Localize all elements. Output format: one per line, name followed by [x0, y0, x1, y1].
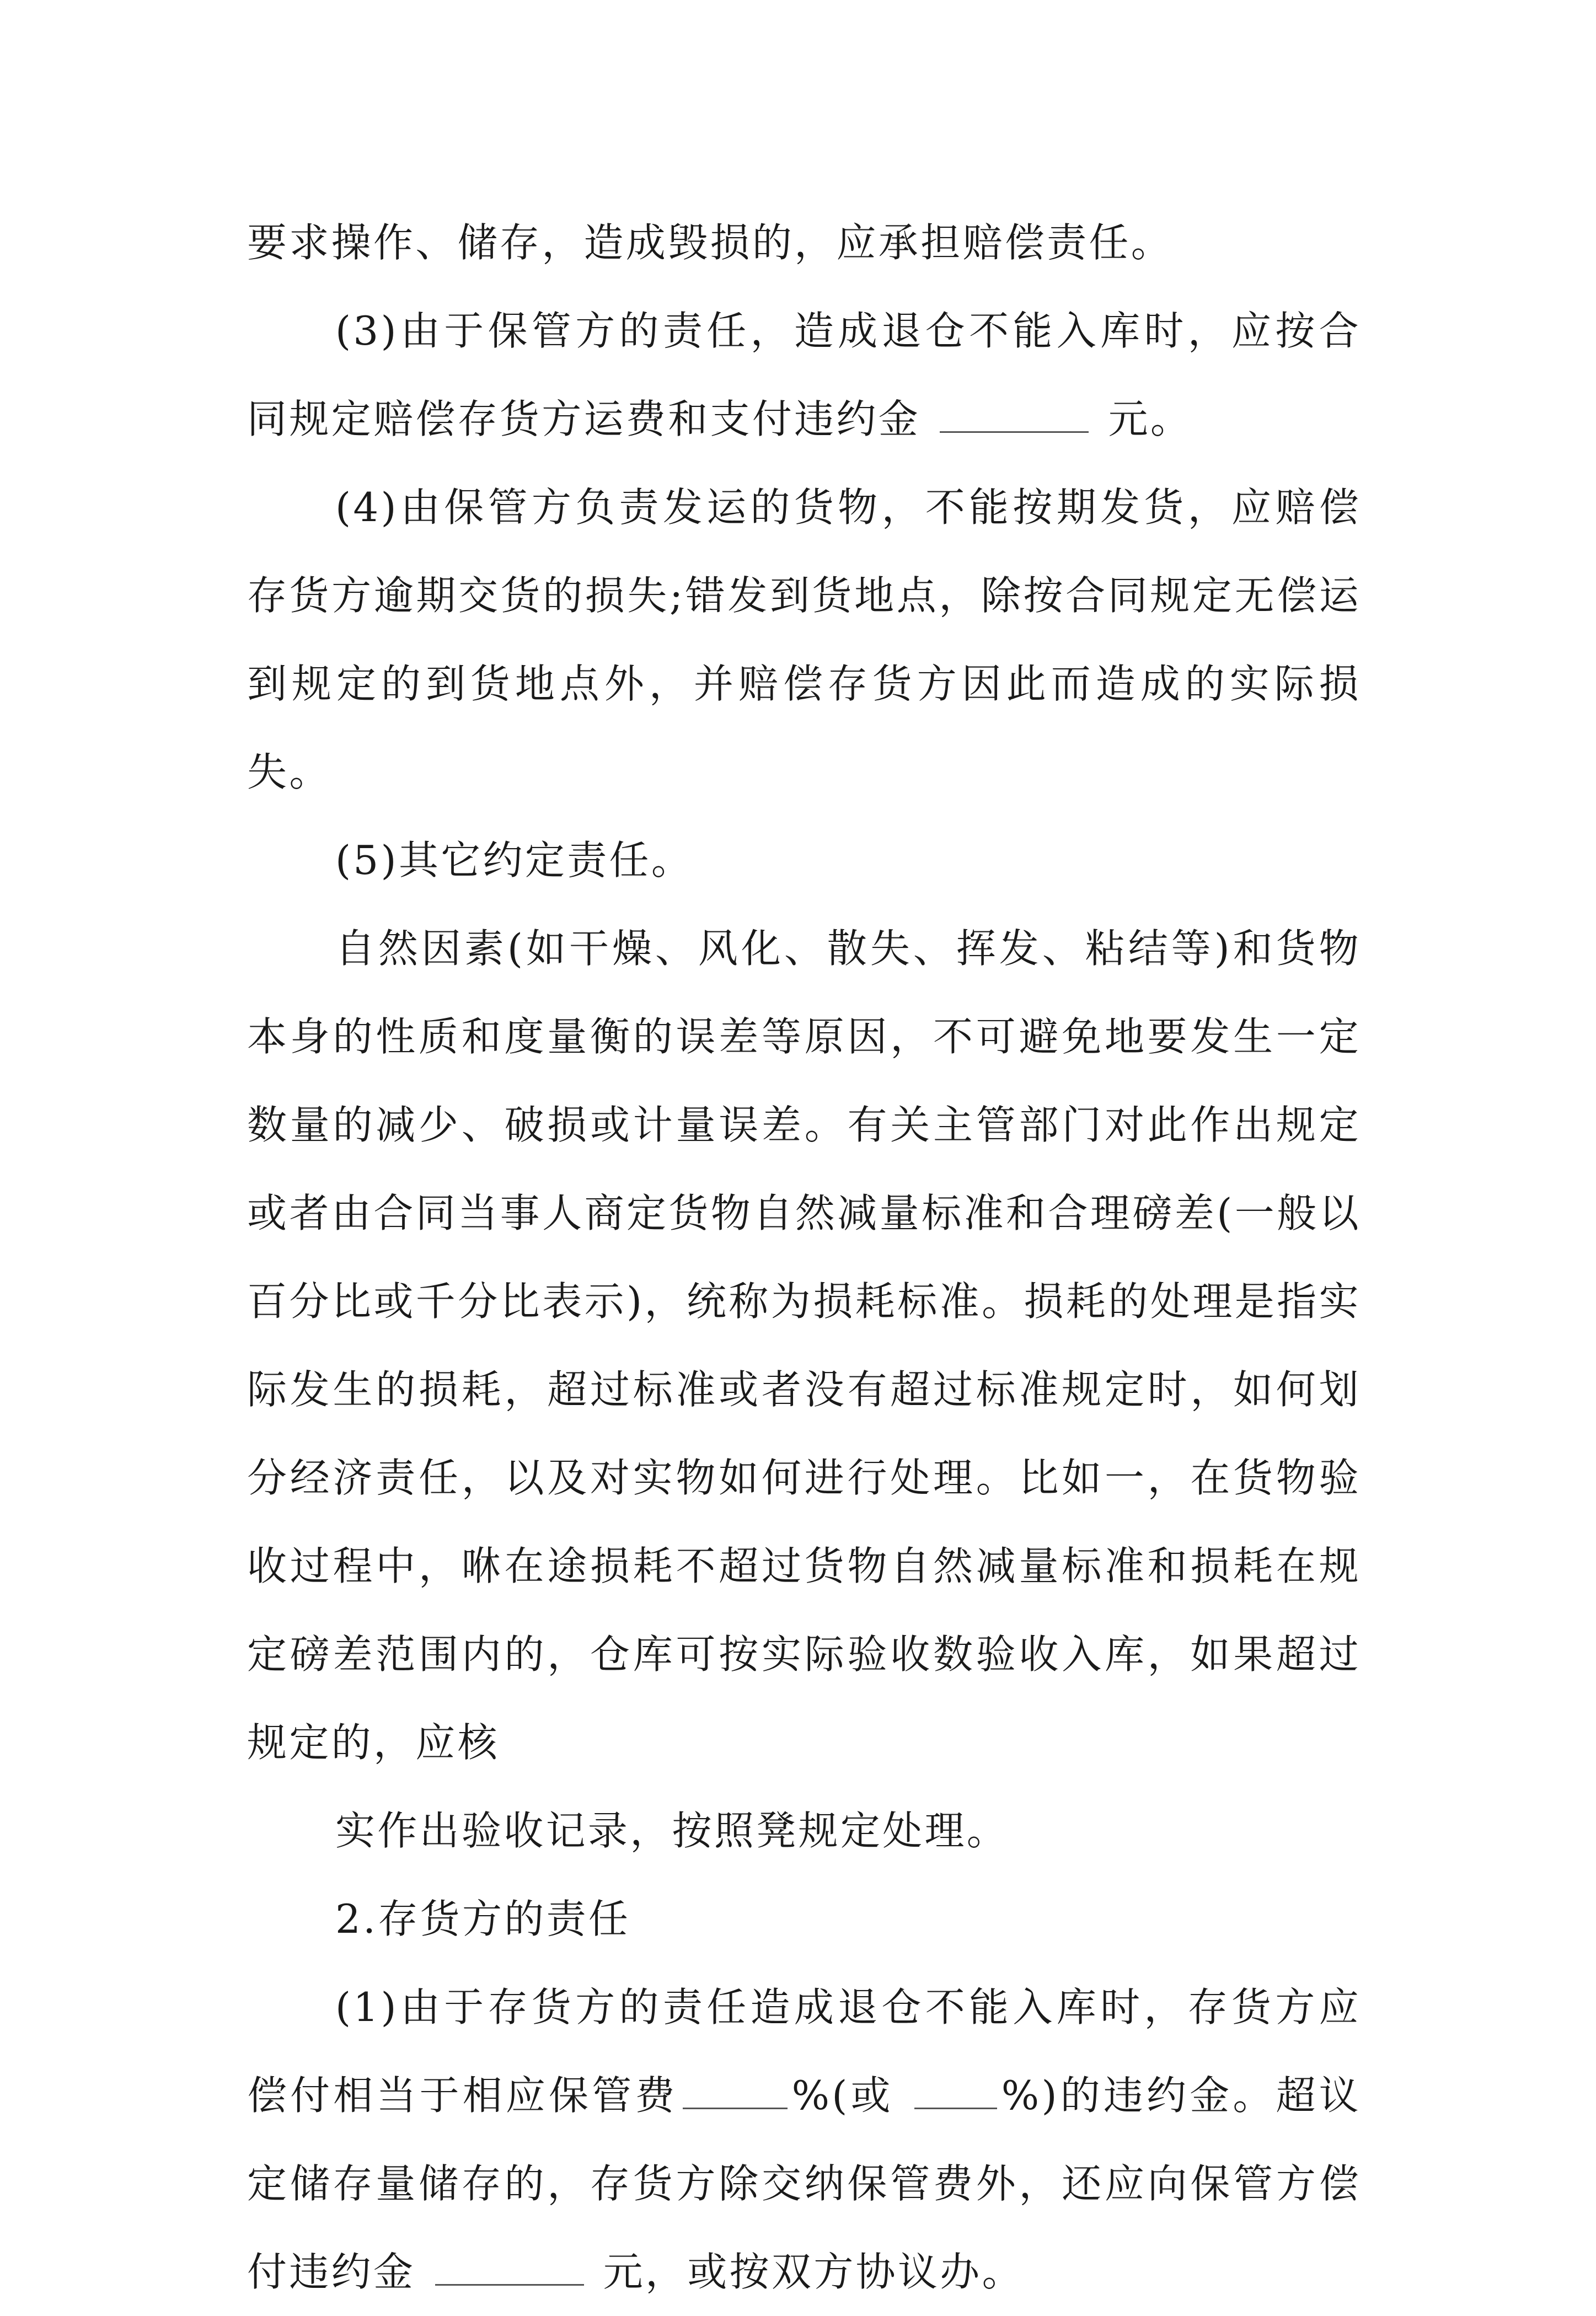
paragraph-clause-5	[247, 816, 1361, 904]
clause-3-text: (3)由于保管方的责任，造成退仓不能入库时，应按合同规定赔偿存货方运费和支付违约金	[247, 308, 1361, 442]
clause-3-unit: 元。	[1108, 396, 1193, 442]
paragraph-clause-4	[247, 463, 1361, 816]
paragraph-verification	[247, 1787, 1361, 1875]
depositor-clause-1-text-c: %)的违约金。超议定储存量储存的，存货方除交纳保管费外，还应向保管方偿付违约金	[247, 2072, 1361, 2295]
loss-standard-text: 自然因素(如干燥、风化、散失、挥发、粘结等)和货物本身的性质和度量衡的误差等原因，不可避免地要发生一定数量的减少、破损或计量误差。有关主管部门对此作出规定或者由合同当事人商定货物自然减量标准和合理磅差(一般以百分比或千分比表示)，统称为损耗标准。损耗的处理是指实际发生的损耗，超过标准或者没有超过标准规定时，如何划分经济责任，以及对实物如何进行处理。比如一，在货物验收过程中，咻在途损耗不超过货物自然减量标准和损耗在规定磅差范围内的，仓库可按实际验收数验收入库，如果超过规定的，应核	[247, 925, 1361, 1766]
penalty-amount-blank	[940, 392, 1089, 433]
percent-blank-2	[914, 2068, 997, 2109]
depositor-penalty-blank	[435, 2244, 584, 2286]
depositor-clause-1-text-d: 元，或按双方协议办。	[603, 2249, 1024, 2295]
clause-4-text: (4)由保管方负责发运的货物，不能按期发货，应赔偿存货方逾期交货的损失;错发到货地点，除按合同规定无偿运到规定的到货地点外，并赔偿存货方因此而造成的实际损失。	[247, 484, 1361, 795]
paragraph-1	[247, 199, 1361, 287]
depositor-clause-1-text-b: %(或	[791, 2072, 894, 2119]
paragraph-1-text: 要求操作、储存，造成毁损的，应承担赔偿责任。	[247, 219, 1174, 266]
paragraph-loss-standard	[247, 904, 1361, 1787]
percent-blank-1	[683, 2068, 788, 2109]
clause-5-text: (5)其它约定责任。	[335, 837, 694, 883]
paragraph-depositor-clause-1	[247, 1963, 1361, 2316]
verification-text: 实作出验收记录，按照凳规定处理。	[335, 1808, 1009, 1854]
section-heading-text: 2.存货方的责任	[335, 1896, 631, 1942]
paragraph-clause-3	[247, 287, 1361, 463]
document-body	[247, 199, 1361, 2316]
section-heading-depositor	[247, 1875, 1361, 1963]
depositor-clause-1-text-a: (1)由于存货方的责任造成退仓不能入库时，存货方应偿付相当于相应保管费	[247, 1984, 1361, 2119]
